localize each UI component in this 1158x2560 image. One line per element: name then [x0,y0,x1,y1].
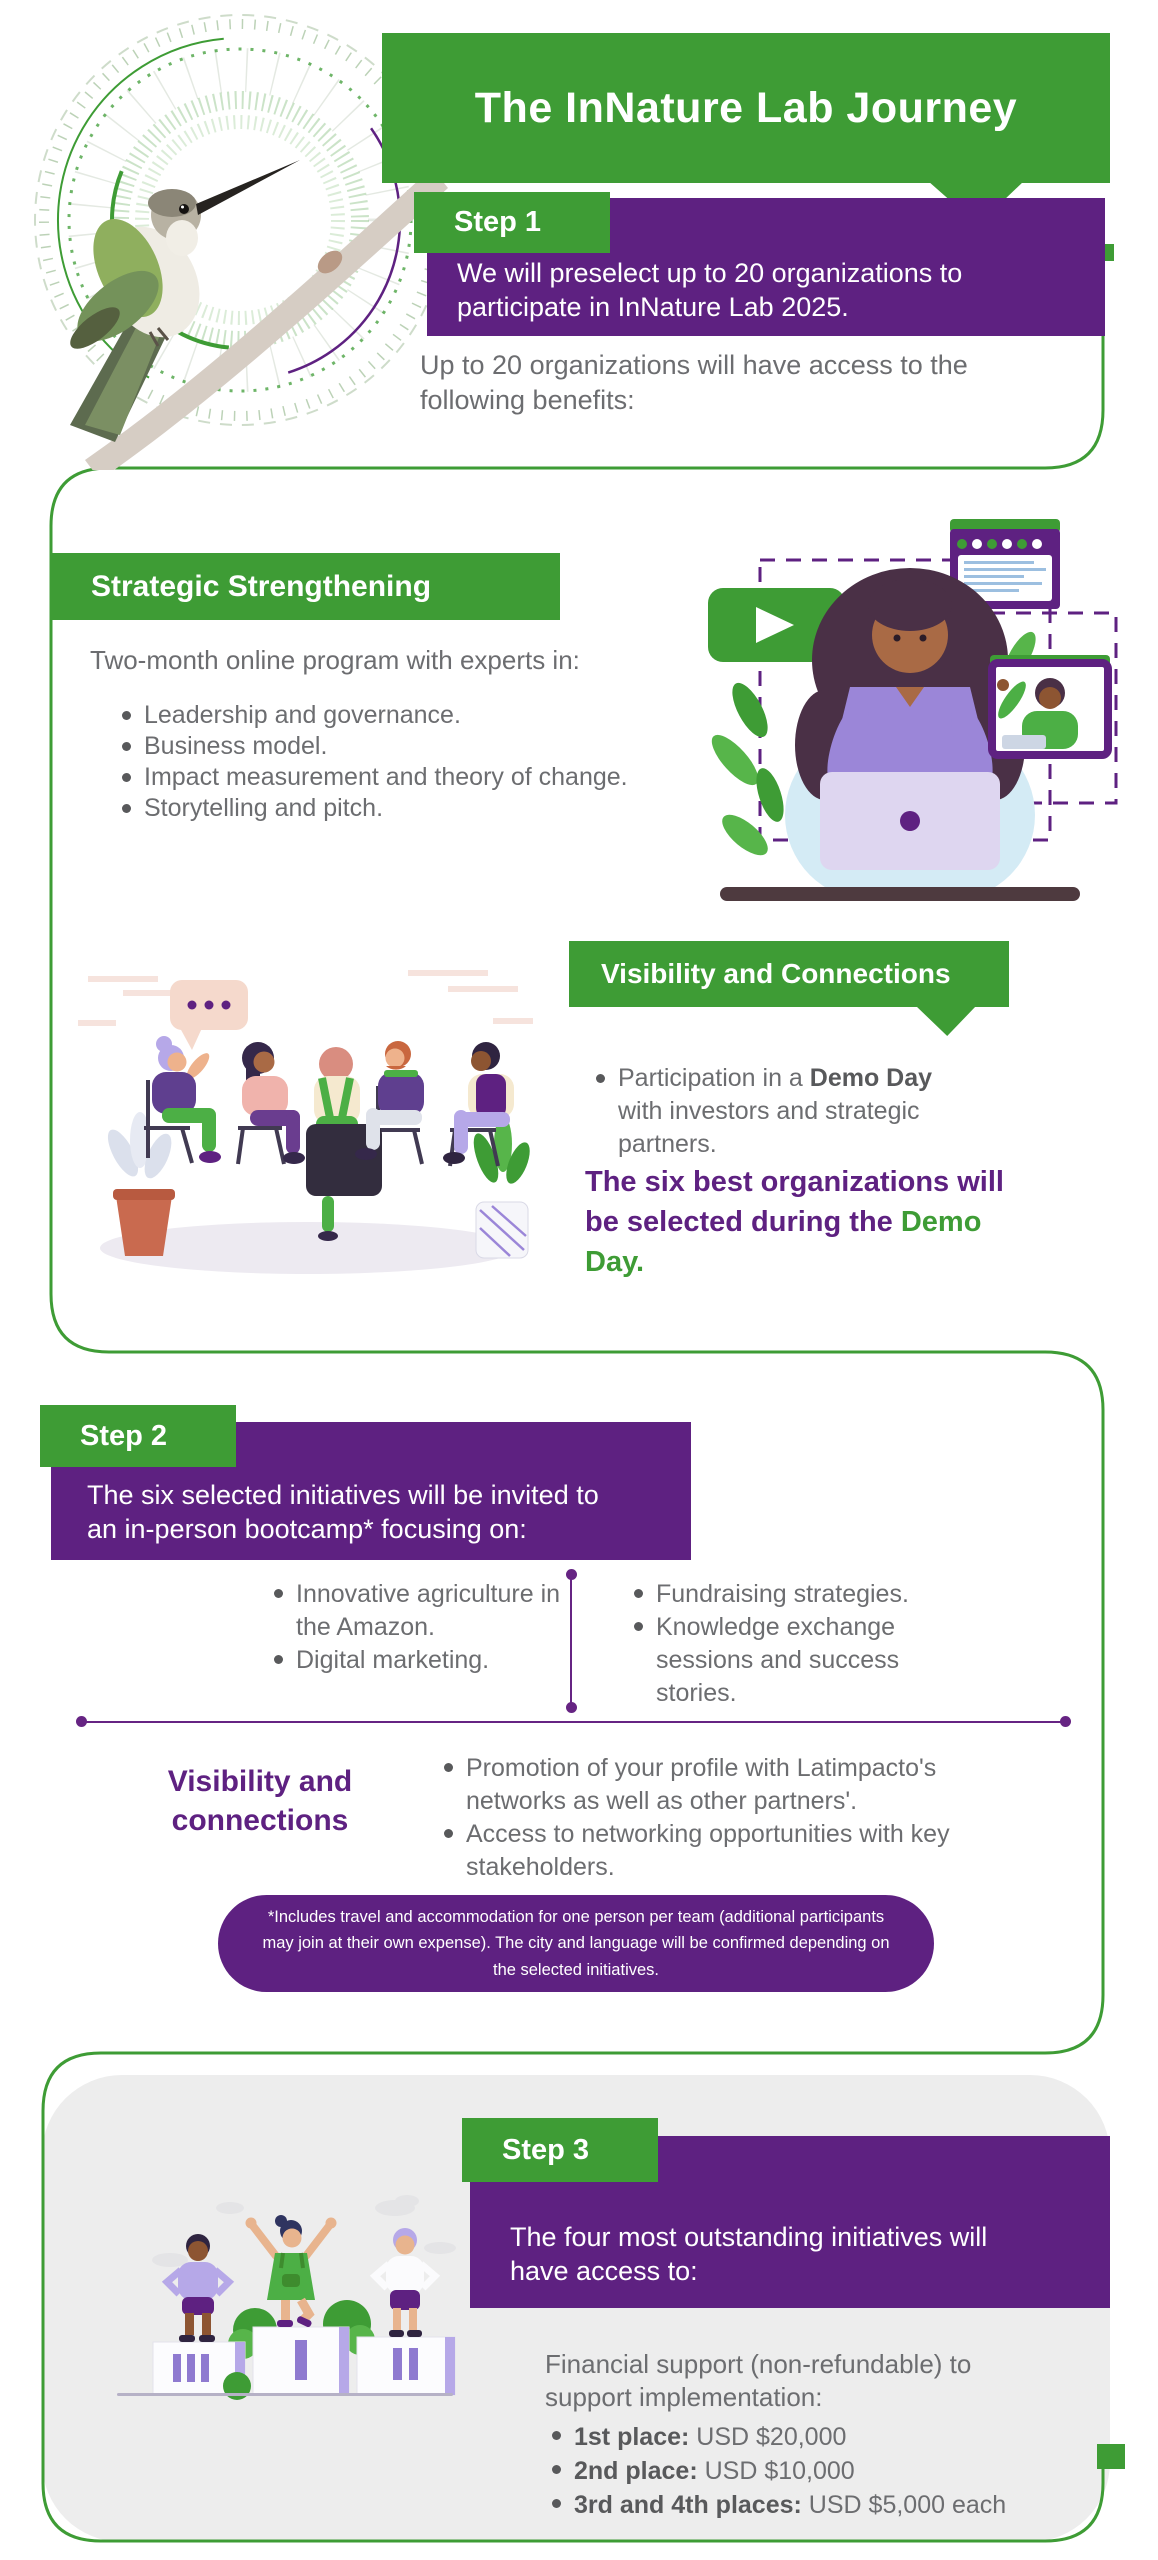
strategic-bullet-list [118,700,678,824]
step1-tab-label: Step 1 [454,206,542,238]
brick-wall [78,970,533,1026]
ground-line [117,2393,453,2396]
step2-tab-label: Step 2 [80,1419,168,1452]
step1-text-line1: We will preselect up to 20 organizations to [457,258,963,288]
statement-green: Demo Day. [585,1206,982,1278]
step3-text-line2: have access to: [510,2256,698,2286]
eye [179,204,189,214]
step3-tab-label: Step 3 [502,2133,590,2166]
list-item: Innovative agriculture in the Amazon. [270,1578,570,1644]
visibility-bullet-bold: Demo Day [809,1064,933,1092]
prize-list [548,2420,1108,2522]
prize-label: 3rd and 4th places: [574,2491,802,2519]
strategic-header [51,553,560,620]
left-plant [102,1112,177,1256]
divider-dot [1060,1716,1071,1727]
prize-value: USD $20,000 [689,2423,847,2451]
step3-tab [462,2118,658,2182]
divider-dot [76,1716,87,1727]
step1-text-line2: participate in InNature Lab 2025. [457,292,849,322]
list-item: Knowledge exchange sessions and success stories. [630,1611,960,1710]
video-call-window [990,655,1110,755]
visibility-bullet [592,1062,972,1161]
strategic-lead: Two-month online program with experts in: [90,645,580,675]
divider-dot [566,1569,577,1580]
page-title: The InNature Lab Journey [474,83,1018,132]
prize-label: 2nd place: [574,2457,698,2485]
prize-item [548,2454,1108,2488]
footnote-text: *Includes travel and accommodation for one person per team (additional participants may join at their own expense). The city and language will be confirmed depending on the selected initiatives. [262,1907,890,1979]
step2-text-line2: an in-person bootcamp* focusing on: [87,1514,527,1544]
speech-bubble [170,980,248,1050]
divider-dot [566,1702,577,1713]
second-place-person [375,2228,435,2337]
statement-purple: The six best organizations will be selected during the [585,1166,1004,1238]
beak [196,160,300,215]
step2-right-bullets [630,1578,960,1710]
step2-left-bullets [270,1578,570,1677]
podium-illustration [95,2148,465,2416]
list-item: Impact measurement and theory of change. [118,762,678,793]
strategic-title: Strategic Strengthening [91,569,432,603]
prize-value: USD $10,000 [697,2457,855,2485]
third-place-person [167,2234,229,2342]
footnote-pill [218,1895,934,1992]
podium-blocks [153,2327,455,2395]
list-item: Access to networking opportunities with key stakeholders. [440,1818,985,1884]
group-discussion-illustration [78,958,538,1290]
step1-intro: Up to 20 organizations will have access to the following benefits: [420,350,968,415]
horizontal-divider [82,1721,1066,1723]
list-item: Business model. [118,731,678,762]
step1-tab [414,192,610,253]
list-item: Leadership and governance. [118,700,678,731]
visibility-header [569,941,1009,1007]
visibility-bullet-pre: Participation in a [618,1064,810,1092]
step3-text-line1: The four most outstanding initiatives will [510,2222,988,2252]
online-program-illustration [690,495,1130,907]
prize-item [548,2488,1108,2522]
header-banner [382,33,1110,183]
list-item: Fundraising strategies. [630,1578,960,1611]
visibility2-title: Visibility and connections [167,1765,353,1837]
step2-text-line1: The six selected initiatives will be invited to [87,1480,599,1510]
prize-item [548,2420,1108,2454]
visibility-title: Visibility and Connections [601,958,951,989]
right-plant [469,1116,535,1258]
prize-value: USD $5,000 each [801,2491,1007,2519]
person-2 [242,1042,305,1164]
list-item: Storytelling and pitch. [118,793,678,824]
list-item: Digital marketing. [270,1644,570,1677]
visibility2-bullets [440,1752,985,1884]
visibility-bullet-post: with investors and strategic partners. [618,1097,920,1158]
list-item: Promotion of your profile with Latimpacto's networks as well as other partners'. [440,1752,985,1818]
prize-label: 1st place: [574,2423,690,2451]
vertical-divider [570,1577,572,1703]
six-best-statement [585,1162,1005,1282]
step3-lead: Financial support (non-refundable) to support implementation: [545,2349,972,2412]
step2-tab [40,1405,236,1467]
